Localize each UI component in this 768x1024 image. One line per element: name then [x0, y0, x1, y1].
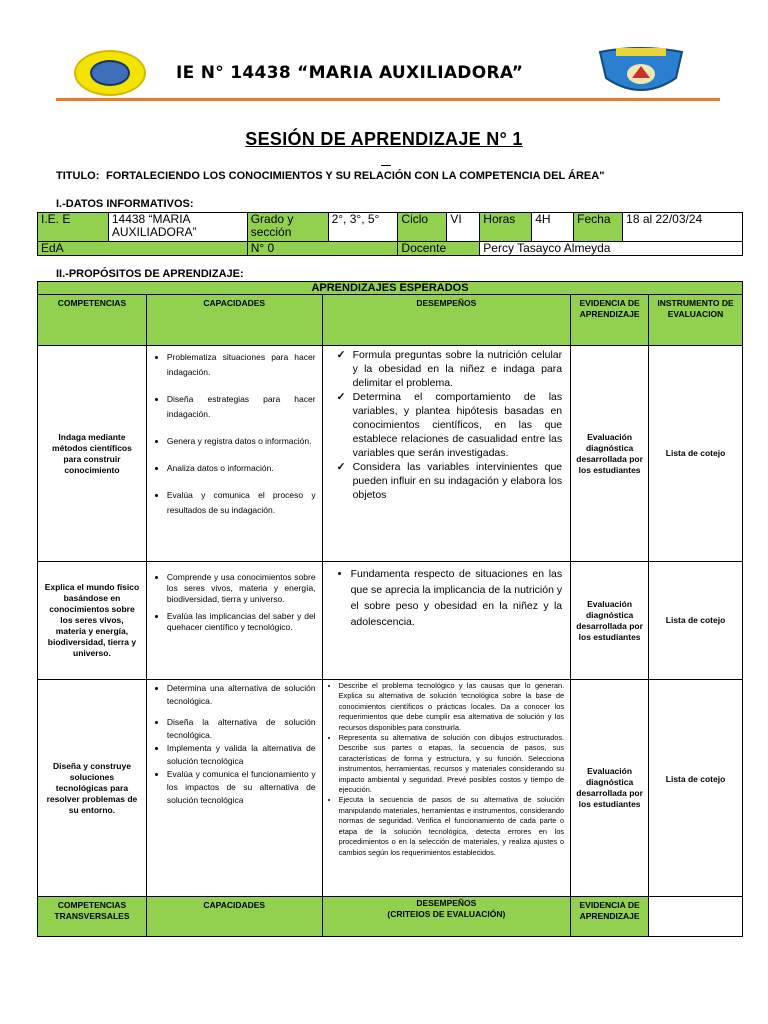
list-item: • Fundamenta respecto de situaciones en las que se aprecia la implicancia de la nutrición y el sobre peso y obesidad en la niñez y la adolescencia. [351, 566, 563, 630]
propositos-section-heading: II.-PROPÓSITOS DE APRENDIZAJE: [56, 268, 244, 280]
footer-competencias: COMPETENCIAS TRANSVERSALES [38, 897, 147, 937]
fecha-value: 18 al 22/03/24 [623, 213, 743, 242]
list-item: • Ejecuta la secuencia de pasos de su alternativa de solución manipulando materiales, herramientas e instrumentos, considerando normas de seguridad. Verifica el funcionamiento de cada parte o etapa de la solución tecnológica, detecta errores en los procedimientos o en la selección de materiales, y realiza ajustes o cambios según los requerimientos establecidos. [339, 795, 565, 857]
footer-desempenos-line2: (CRITEIOS DE EVALUACIÓN) [387, 909, 506, 919]
list-item: • Comprende y usa conocimientos sobre los seres vivos, materia y energía, biodiversidad, tierra y universo. [167, 572, 316, 605]
footer-empty [649, 897, 743, 937]
aprendizajes-table [37, 281, 743, 937]
school-logo-right [596, 44, 686, 96]
table-row [38, 562, 743, 680]
capacidades-cell [146, 346, 322, 562]
instrumento-cell: Lista de cotejo [649, 680, 743, 897]
evidencia-cell: Evaluación diagnóstica desarrollada por los estudiantes [571, 562, 649, 680]
evidencia-cell: Evaluación diagnóstica desarrollada por los estudiantes [571, 680, 649, 897]
header-instrumento: INSTRUMENTO DE EVALUACION [649, 295, 743, 346]
list-item: • Representa su alternativa de solución con dibujos estructurados. Describe sus partes o etapas, la secuencia de pasos, sus características de forma y estructura, y su función. Selecciona instrumentos, herramientas, recursos y materiales considerando su impacto ambiental y seguridad. Prevé posibles costos y tiempo de ejecución. [339, 733, 565, 795]
competencia-cell: Explica el mundo físico basándose en conocimientos sobre los seres vivos, materia y energía, biodiversidad, tierra y universo. [38, 562, 147, 680]
n-value: N° 0 [247, 242, 398, 256]
competencia-cell: Indaga mediante métodos científicos para construir conocimiento [38, 346, 147, 562]
datos-table [37, 212, 743, 256]
docente-label: Docente [398, 242, 480, 256]
ciclo-label: Ciclo [398, 213, 447, 242]
list-item: • Evalúa las implicancias del saber y del quehacer científico y tecnológico. [167, 611, 316, 633]
footer-capacidades: CAPACIDADES [146, 897, 322, 937]
school-name: IE N° 14438 “MARIA AUXILIADORA” [176, 63, 524, 83]
school-logo-left [74, 50, 146, 96]
list-item: • Diseña la alternativa de solución tecnológica. [167, 716, 316, 742]
header-capacidades: CAPACIDADES [146, 295, 322, 346]
header-competencias: COMPETENCIAS [38, 295, 147, 346]
ie-label: I.E. E [38, 213, 109, 242]
desempenos-cell [322, 562, 571, 680]
list-item: • Implementa y valida la alternativa de solución tecnológica [167, 742, 316, 768]
list-item: • Describe el problema tecnológico y las causas que lo generan. Explica su alternativa de solución tecnológica sobre la base de conocimientos científicos o prácticas locales. Da a conocer los requerimientos que debe cumplir esa alternativa de solución y los recursos disponibles para construirla. [339, 681, 565, 733]
competencia-cell: Diseña y construye soluciones tecnológicas para resolver problemas de su entorno. [38, 680, 147, 897]
header-desempenos: DESEMPEÑOS [322, 295, 571, 346]
instrumento-cell: Lista de cotejo [649, 562, 743, 680]
table-row [38, 346, 743, 562]
header-evidencia: EVIDENCIA DE APRENDIZAJE [571, 295, 649, 346]
capacidades-cell [146, 680, 322, 897]
session-title: SESIÓN DE APRENDIZAJE N° 1 [245, 129, 523, 149]
list-item: • Problematiza situaciones para hacer indagación. [167, 350, 316, 380]
short-underline [381, 165, 391, 166]
desempenos-cell [322, 680, 571, 897]
list-item: • Genera y registra datos o información. [167, 434, 316, 449]
eda-label: EdA [38, 242, 248, 256]
list-item: • Determina una alternativa de solución tecnológica. [167, 682, 316, 708]
datos-section-heading: I.-DATOS INFORMATIVOS: [56, 198, 194, 210]
evidencia-cell: Evaluación diagnóstica desarrollada por los estudiantes [571, 346, 649, 562]
grado-value: 2°, 3°, 5° [328, 213, 398, 242]
list-item: • Analiza datos o información. [167, 461, 316, 476]
fecha-label: Fecha [574, 213, 623, 242]
ie-value: 14438 “MARIA AUXILIADORA” [108, 213, 247, 242]
instrumento-cell: Lista de cotejo [649, 346, 743, 562]
ciclo-value: VI [447, 213, 480, 242]
list-item: ✓ Considera las variables intervinientes que pueden influir en su indagación y elabora los objetos [337, 460, 563, 502]
list-item: • Evalúa y comunica el proceso y resultados de su indagación. [167, 488, 316, 518]
list-item: • Diseña estrategias para hacer indagación. [167, 392, 316, 422]
horas-label: Horas [480, 213, 532, 242]
titulo-value: FORTALECIENDO LOS CONOCIMIENTOS Y SU RELACIÓN CON LA COMPETENCIA DEL ÁREA" [106, 170, 605, 182]
desempenos-cell [322, 346, 571, 562]
docente-value: Percy Tasayco Almeyda [480, 242, 743, 256]
list-item: ✓ Determina el comportamiento de las variables, y plantea hipótesis basadas en conocimientos científicos, en las que establece relaciones de casualidad entre las variables que serán investigadas. [337, 390, 563, 460]
titulo-label: TITULO: [56, 170, 100, 182]
list-item: • Evalúa y comunica el funcionamiento y los impactos de su alternativa de solución tecnológica [167, 768, 316, 807]
aprendizajes-band: APRENDIZAJES ESPERADOS [38, 282, 743, 295]
horas-value: 4H [532, 213, 574, 242]
footer-evidencia: EVIDENCIA DE APRENDIZAJE [571, 897, 649, 937]
grado-label: Grado y sección [247, 213, 328, 242]
list-item: ✓ Formula preguntas sobre la nutrición celular y la obesidad en la niñez e indaga para delimitar el problema. [337, 348, 563, 390]
header-divider [56, 98, 720, 101]
table-row [38, 680, 743, 897]
capacidades-cell [146, 562, 322, 680]
footer-desempenos-line1: DESEMPEÑOS [416, 898, 477, 908]
footer-desempenos [322, 897, 571, 937]
